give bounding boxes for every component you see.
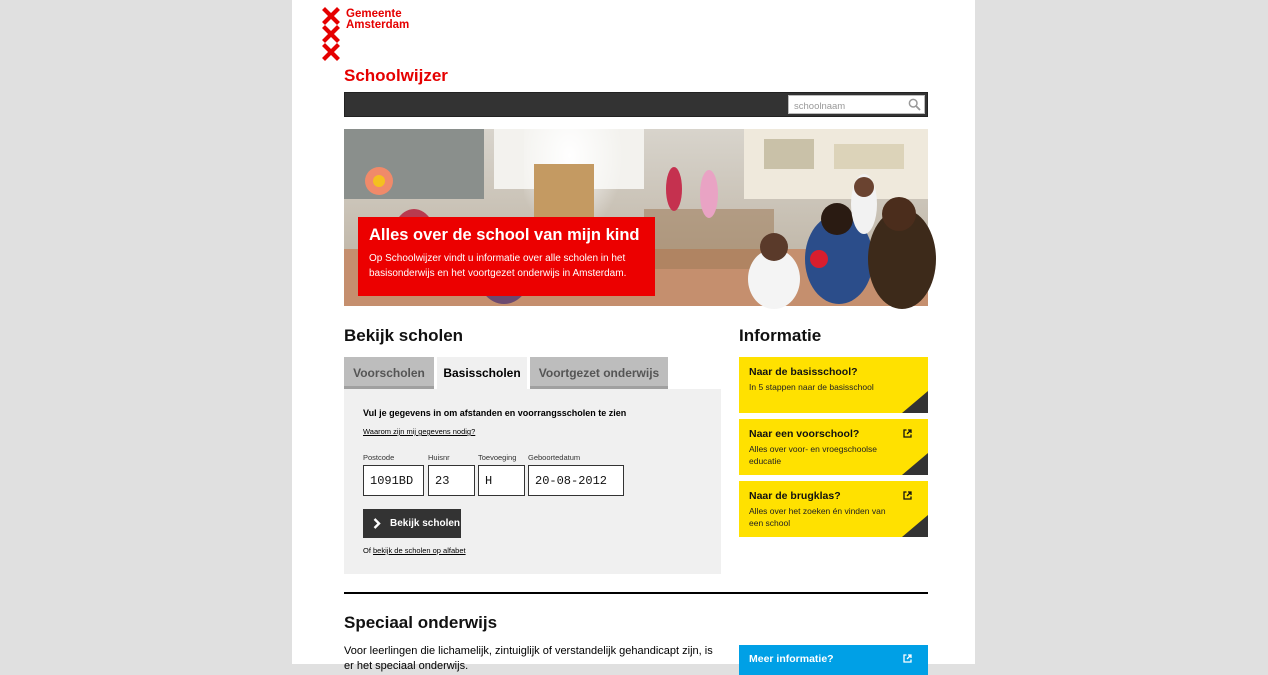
hero-title: Alles over de school van mijn kind <box>369 226 640 244</box>
logo-line2: Amsterdam <box>346 19 410 31</box>
form-intro: Vul je gegevens in om afstanden en voorrangsscholen te zien <box>363 408 627 418</box>
info-card-brugklas[interactable] <box>739 481 928 537</box>
special-heading: Speciaal onderwijs <box>344 613 498 632</box>
special-text: Voor leerlingen die lichamelijk, zintuiglijk of verstandelijk gehandicapt zijn, is er het speciaal onderwijs. <box>344 645 713 672</box>
cross-icon <box>323 8 339 24</box>
info-card-basisschool[interactable] <box>739 357 928 413</box>
more-info-card[interactable] <box>739 645 928 675</box>
more-info-label: Meer informatie? <box>749 653 834 665</box>
search-icon[interactable] <box>908 98 921 111</box>
view-schools-label: Bekijk scholen <box>390 518 461 529</box>
section-divider <box>344 592 928 594</box>
logo-crosses <box>323 8 339 62</box>
view-schools-button[interactable] <box>363 509 461 538</box>
tab-basisscholen[interactable]: Basisscholen <box>437 357 527 389</box>
info-heading: Informatie <box>739 326 822 345</box>
hero-text: Op Schoolwijzer vindt u informatie over alle scholen in het basisonderwijs en het voortgezet onderwijs in Amsterdam. <box>369 253 627 279</box>
page-fold-icon <box>902 515 928 537</box>
gemeente-amsterdam-logo[interactable] <box>323 8 443 60</box>
card-subtitle: In 5 stappen naar de basisschool <box>749 382 874 392</box>
search-input[interactable] <box>789 98 903 115</box>
page <box>292 0 975 672</box>
huisnr-label: Huisnr <box>428 453 450 462</box>
huisnr-group <box>428 453 475 496</box>
geboortedatum-group <box>528 453 624 496</box>
postcode-label: Postcode <box>363 453 395 462</box>
tab-voortgezet-onderwijs[interactable]: Voortgezet onderwijs <box>530 357 668 389</box>
external-link-icon <box>903 429 912 438</box>
app-title[interactable]: Schoolwijzer <box>344 66 448 85</box>
huisnr-input[interactable] <box>428 465 475 496</box>
why-data-link[interactable]: Waarom zijn mij gegevens nodig? <box>363 427 476 436</box>
toevoeging-group <box>478 453 525 496</box>
tab-voorscholen[interactable]: Voorscholen <box>344 357 434 389</box>
logo-line1: Gemeente <box>346 8 402 20</box>
geboortedatum-input[interactable] <box>528 465 624 496</box>
chevron-right-icon <box>373 518 381 529</box>
school-search-panel <box>344 389 721 574</box>
alphabet-line <box>363 546 466 555</box>
cross-icon <box>323 44 339 60</box>
geboortedatum-label: Geboortedatum <box>528 453 581 462</box>
card-title: Naar de brugklas? <box>749 490 841 502</box>
postcode-input[interactable] <box>363 465 424 496</box>
postcode-group <box>363 453 424 496</box>
page-fold-icon <box>902 391 928 413</box>
cross-icon <box>323 26 339 42</box>
hero-textbox <box>358 217 655 296</box>
schools-heading: Bekijk scholen <box>344 326 464 345</box>
external-link-icon <box>903 491 912 500</box>
logo-text <box>346 9 409 31</box>
page-fold-icon <box>902 453 928 475</box>
hero-banner <box>344 129 928 306</box>
card-subtitle: Alles over voor- en vroegschoolse educatie <box>749 444 878 466</box>
card-subtitle: Alles over het zoeken én vinden van een school <box>749 506 886 528</box>
search-box <box>788 95 925 114</box>
info-card-voorschool[interactable] <box>739 419 928 475</box>
card-title: Naar de basisschool? <box>749 366 858 378</box>
external-link-icon <box>903 654 912 663</box>
navigation-bar <box>344 92 928 117</box>
alphabet-prefix: Of <box>363 546 371 555</box>
alphabet-link[interactable]: bekijk de scholen op alfabet <box>373 546 466 555</box>
card-title: Naar een voorschool? <box>749 428 860 440</box>
toevoeging-label: Toevoeging <box>478 453 517 462</box>
toevoeging-input[interactable] <box>478 465 525 496</box>
